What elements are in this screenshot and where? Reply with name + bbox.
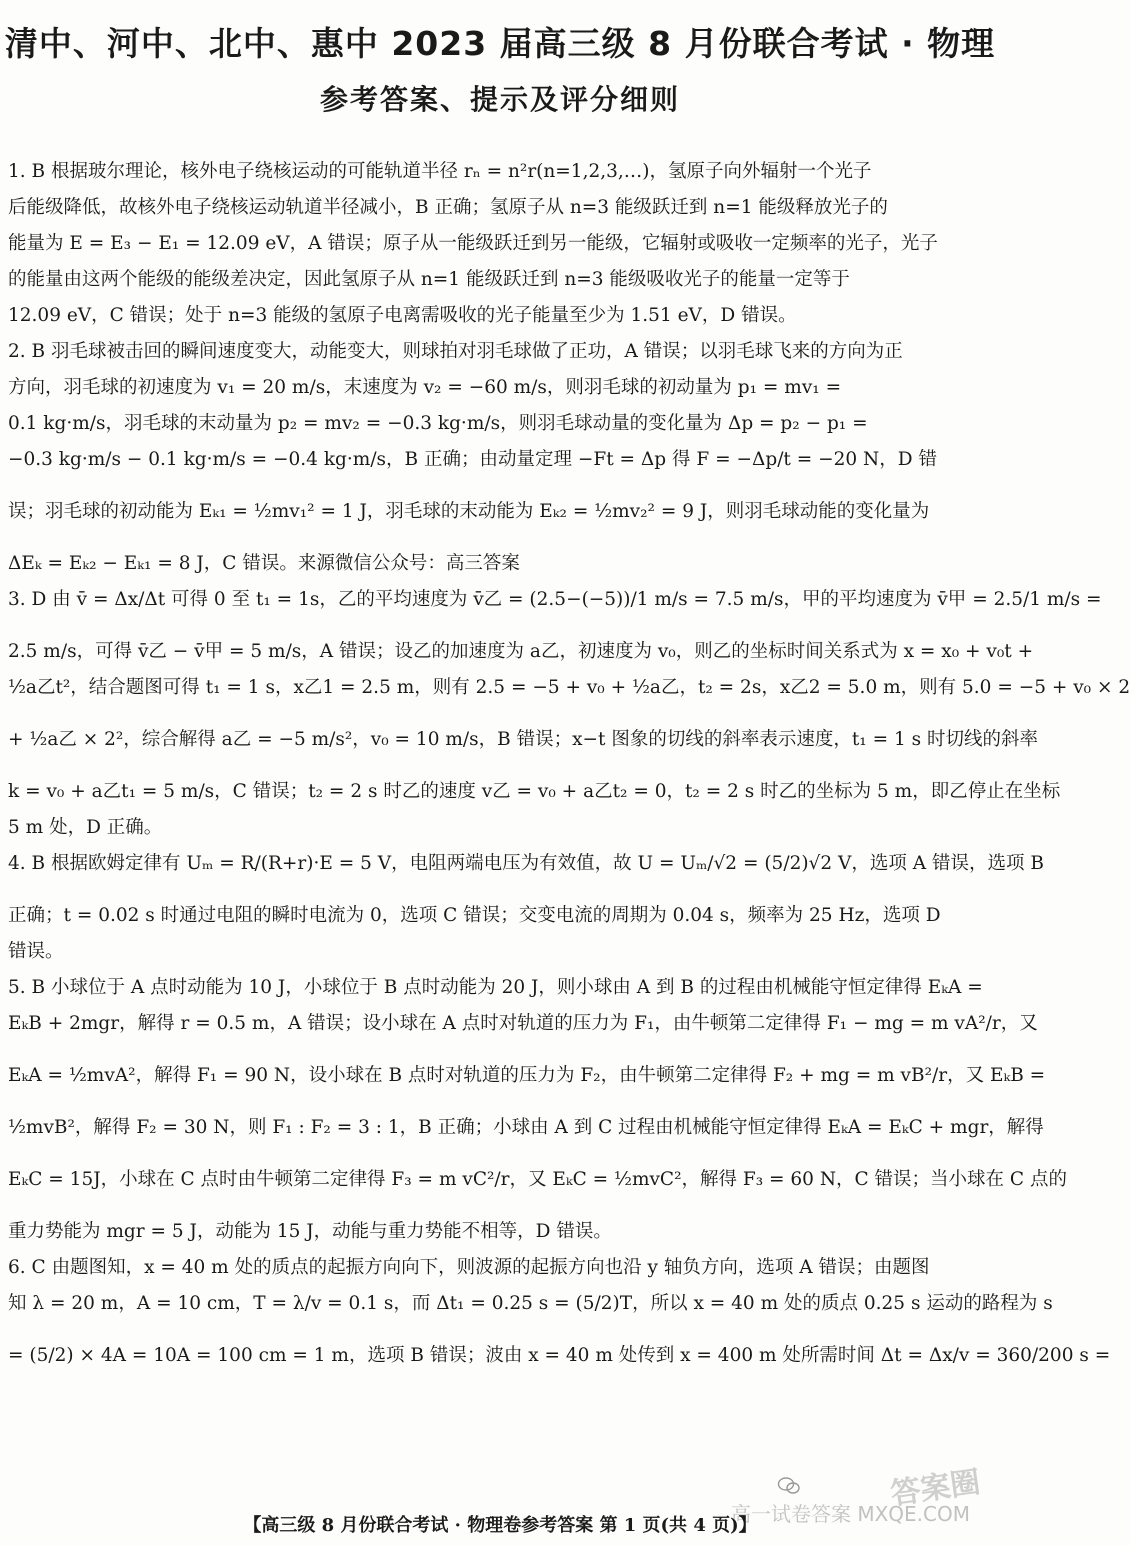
page-title: 清中、河中、北中、惠中 2023 届高三级 8 月份联合考试 · 物理 [4, 24, 996, 63]
page-subtitle: 参考答案、提示及评分细则 [319, 83, 680, 116]
watermark-text: 高一试卷答案 MXQE.COM [730, 1502, 970, 1526]
page-footer: 【高三级 8 月份联合考试 · 物理卷参考答案 第 1 页(共 4 页)】 [243, 1515, 757, 1536]
answer-line: 1. B 根据玻尔理论，核外电子绕核运动的可能轨道半径 rₙ = n²r(n=1,2,3,…)，氢原子向外辐射一个光子 [8, 161, 872, 182]
answer-line: 误；羽毛球的初动能为 Eₖ₁ = ½mv₁² = 1 J，羽毛球的末动能为 Eₖ₂ = ½mv₂² = 9 J，则羽毛球动能的变化量为 [8, 501, 930, 522]
answer-line: 的能量由这两个能级的能级差决定，因此氢原子从 n=1 能级跃迁到 n=3 能级吸收光子的能量一定等于 [8, 269, 850, 290]
answer-line: EₖC = 15J，小球在 C 点时由牛顿第二定律得 F₃ = m vC²/r，又 EₖC = ½mvC²，解得 F₃ = 60 N，C 错误；当小球在 C 点的 [8, 1169, 1067, 1190]
answer-item [8, 340, 992, 576]
answer-line: + ½a乙 × 2²，综合解得 a乙 = −5 m/s²，v₀ = 10 m/s，B 错误；x−t 图象的切线的斜率表示速度，t₁ = 1 s 时切线的斜率 [8, 729, 1038, 750]
answer-line: 5 m 处，D 正确。 [8, 817, 163, 838]
watermark-logo: 答案圈 [888, 1464, 983, 1513]
answer-list [8, 160, 1130, 1396]
answer-line: 12.09 eV，C 错误；处于 n=3 能级的氢原子电离需吸收的光子能量至少为 1.51 eV，D 错误。 [8, 305, 797, 326]
answer-line: 方向，羽毛球的初速度为 v₁ = 20 m/s，末速度为 v₂ = −60 m/s，则羽毛球的初动量为 p₁ = mv₁ = [8, 377, 842, 398]
answer-line: ΔEₖ = Eₖ₂ − Eₖ₁ = 8 J，C 错误。来源微信公众号：高三答案 [8, 553, 520, 574]
answer-item [8, 588, 1130, 840]
answer-line: 0.1 kg·m/s，羽毛球的末动量为 p₂ = mv₂ = −0.3 kg·m/s，则羽毛球动量的变化量为 Δp = p₂ − p₁ = [8, 413, 868, 434]
answer-item [8, 976, 1067, 1244]
answer-line: ½a乙t²，结合题图可得 t₁ = 1 s，x乙1 = 2.5 m，则有 2.5 = −5 + v₀ + ½a乙，t₂ = 2s，x乙2 = 5.0 m，则有 5.0 = −5 + v₀ × 2 [8, 677, 1130, 698]
answer-line: 错误。 [8, 941, 64, 962]
answer-line: 3. D 由 v̄ = Δx/Δt 可得 0 至 t₁ = 1s，乙的平均速度为 v̄乙 = (2.5−(−5))/1 m/s = 7.5 m/s，甲的平均速度为 v̄甲 = 2.5/1 m/s = [8, 589, 1102, 610]
answer-item [8, 160, 992, 328]
answer-line: 能量为 E = E₃ − E₁ = 12.09 eV，A 错误；原子从一能级跃迁到另一能级，它辐射或吸收一定频率的光子，光子 [8, 233, 938, 254]
answer-line: 6. C 由题图知，x = 40 m 处的质点的起振方向向下，则波源的起振方向也沿 y 轴负方向，选项 A 错误；由题图 [8, 1257, 930, 1278]
answer-line: = (5/2) × 4A = 10A = 100 cm = 1 m，选项 B 错误；波由 x = 40 m 处传到 x = 400 m 处所需时间 Δt = Δx/v = 360/200 s = [8, 1345, 1111, 1366]
answer-line: EₖB + 2mgr，解得 r = 0.5 m，A 错误；设小球在 A 点时对轨道的压力为 F₁，由牛顿第二定律得 F₁ − mg = m vA²/r，又 [8, 1013, 1038, 1034]
answer-line: 2.5 m/s，可得 v̄乙 − v̄甲 = 5 m/s，A 错误；设乙的加速度为 a乙，初速度为 v₀，则乙的坐标时间关系式为 x = x₀ + v₀t + [8, 641, 1034, 662]
answer-item [8, 852, 1044, 964]
answer-line: 2. B 羽毛球被击回的瞬间速度变大，动能变大，则球拍对羽毛球做了正功，A 错误；以羽毛球飞来的方向为正 [8, 341, 903, 362]
answer-line: 4. B 根据欧姆定律有 Uₘ = R/(R+r)·E = 5 V，电阻两端电压为有效值，故 U = Uₘ/√2 = (5/2)√2 V，选项 A 错误，选项 B [8, 853, 1044, 874]
answer-line: EₖA = ½mvA²，解得 F₁ = 90 N，设小球在 B 点时对轨道的压力为 F₂，由牛顿第二定律得 F₂ + mg = m vB²/r，又 EₖB = [8, 1065, 1046, 1086]
wechat-icon [778, 1477, 800, 1495]
answer-line: k = v₀ + a乙t₁ = 5 m/s，C 错误；t₂ = 2 s 时乙的速度 v乙 = v₀ + a乙t₂ = 0，t₂ = 2 s 时乙的坐标为 5 m，即乙停止在坐标 [8, 781, 1061, 802]
answer-line: 5. B 小球位于 A 点时动能为 10 J，小球位于 B 点时动能为 20 J，则小球由 A 到 B 的过程由机械能守恒定律得 EₖA = [8, 977, 983, 998]
answer-line: ½mvB²，解得 F₂ = 30 N，则 F₁ : F₂ = 3 : 1，B 正确；小球由 A 到 C 过程由机械能守恒定律得 EₖA = EₖC + mgr，解得 [8, 1117, 1044, 1138]
answer-line: −0.3 kg·m/s − 0.1 kg·m/s = −0.4 kg·m/s，B 正确；由动量定理 −Ft = Δp 得 F = −Δp/t = −20 N，D 错 [8, 449, 937, 470]
answer-item [8, 1256, 1111, 1368]
answer-line: 重力势能为 mgr = 5 J，动能为 15 J，动能与重力势能不相等，D 错误。 [8, 1221, 612, 1242]
answer-line: 正确；t = 0.02 s 时通过电阻的瞬时电流为 0，选项 C 错误；交变电流的周期为 0.04 s，频率为 25 Hz，选项 D [8, 905, 941, 926]
answer-line: 知 λ = 20 m，A = 10 cm，T = λ/v = 0.1 s，而 Δt₁ = 0.25 s = (5/2)T，所以 x = 40 m 处的质点 0.25 s 运动的路程为 s [8, 1293, 1053, 1314]
answer-line: 后能级降低，故核外电子绕核运动轨道半径减小，B 正确；氢原子从 n=3 能级跃迁到 n=1 能级释放光子的 [8, 197, 888, 218]
